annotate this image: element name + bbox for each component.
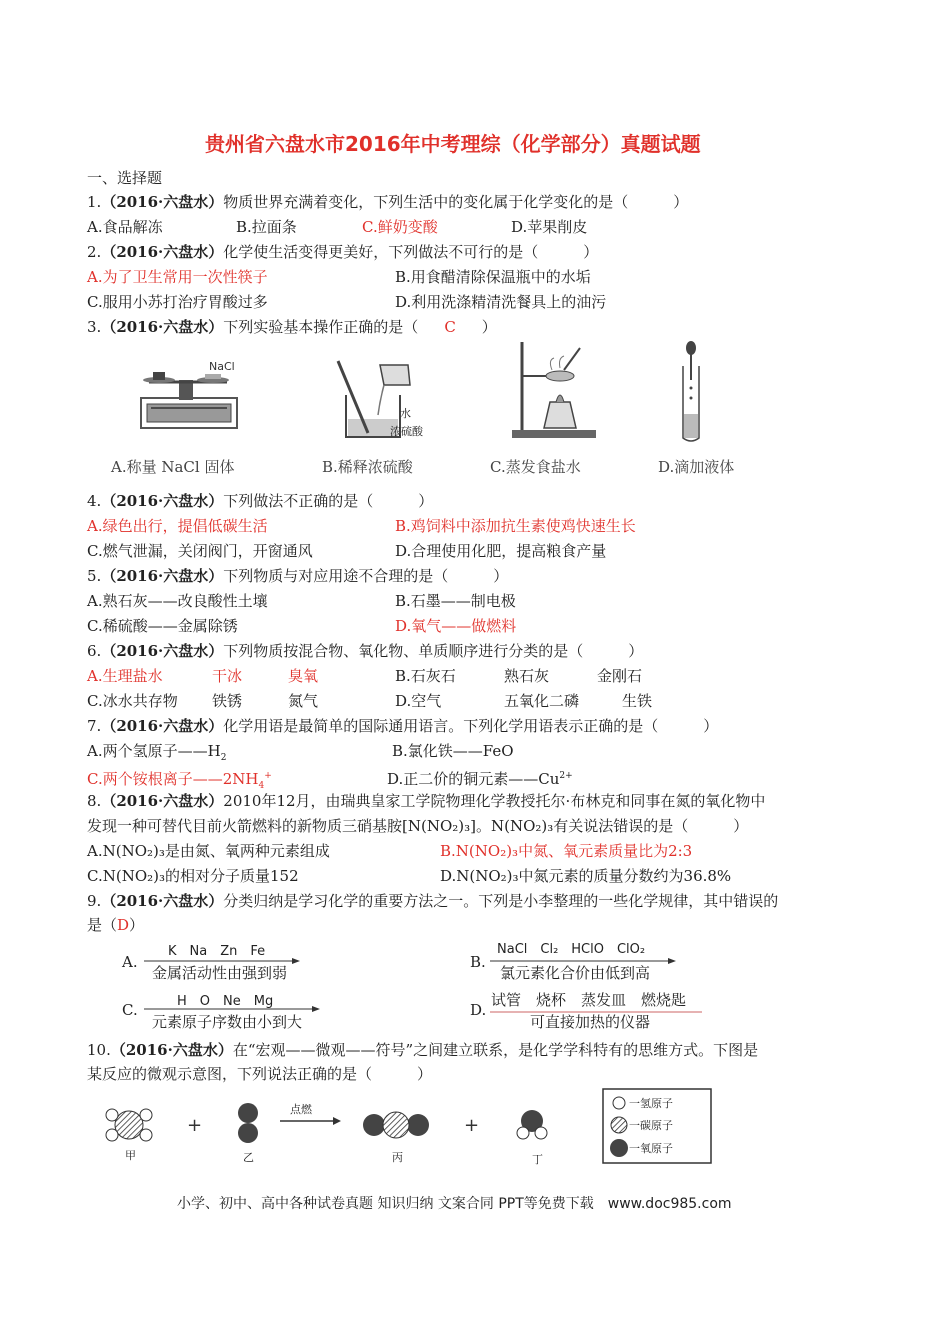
label-bing: 丙 bbox=[392, 1151, 403, 1164]
question-7-stem: 7.（2016·六盘水）化学用语是最简单的国际通用语言。下列化学用语表示正确的是（ ） bbox=[87, 717, 719, 735]
reaction-diagram bbox=[95, 1085, 715, 1167]
q2-option-c: C.服用小苏打治疗胃酸过多 bbox=[87, 293, 268, 311]
q6-option-d2: 五氧化二磷 bbox=[504, 692, 580, 710]
label-yi: 乙 bbox=[243, 1151, 254, 1164]
q4-option-c: C.燃气泄漏，关闭阀门，开窗通风 bbox=[87, 542, 313, 560]
q6-option-b1: B.石灰石 bbox=[395, 667, 456, 685]
ignite-label: 点燃 bbox=[290, 1103, 312, 1116]
footer-note: 小学、初中、高中各种试卷真题 知识归纳 文案合同 PPT等免费下载 www.doc985.com bbox=[177, 1196, 732, 1212]
q9-option-a-label: A. bbox=[122, 953, 138, 971]
balance-illustration bbox=[135, 352, 245, 434]
q6-option-d1: D.空气 bbox=[395, 692, 442, 710]
question-8-stem-line1: 8.（2016·六盘水）2010年12月，由瑞典皇家工学院物理化学教授托尔·布林克和同事在氮的氧化物中 bbox=[87, 792, 766, 810]
question-6-stem: 6.（2016·六盘水）下列物质按混合物、氧化物、单质顺序进行分类的是（ ） bbox=[87, 642, 644, 660]
q7-option-a: A.两个氢原子$——H_2$ bbox=[87, 742, 227, 763]
q9-option-a-bottom: 金属活动性由强到弱 bbox=[152, 964, 288, 982]
q5-option-a: A.熟石灰——改良酸性土壤 bbox=[87, 592, 268, 610]
q9-option-b-label: B. bbox=[470, 953, 486, 971]
question-4-stem: 4.（2016·六盘水）下列做法不正确的是（ ） bbox=[87, 492, 434, 510]
q6-option-c2: 铁锈 bbox=[212, 692, 243, 710]
q9-option-c-top: H O Ne Mg bbox=[177, 994, 274, 1009]
question-5-stem: 5.（2016·六盘水）下列物质与对应用途不合理的是（ ） bbox=[87, 567, 509, 585]
q9-option-c-label: C. bbox=[122, 1001, 138, 1019]
molecule-yi bbox=[238, 1103, 258, 1143]
q7-option-c: C.两个铵根离子$——2NH_4^+$ bbox=[87, 770, 272, 791]
q2-option-a: A.为了卫生常用一次性筷子 bbox=[87, 268, 268, 286]
acid-label: 浓硫酸 bbox=[390, 425, 423, 438]
q6-option-a2: 干冰 bbox=[212, 667, 243, 685]
q9-option-d-top: 试管 烧杯 蒸发皿 燃烧匙 bbox=[491, 991, 687, 1009]
q8-option-a: A.N(NO₂)₃是由氮、氧两种元素组成 bbox=[87, 842, 330, 860]
q3-caption-b: B.稀释浓硫酸 bbox=[322, 458, 413, 476]
question-8-stem-line2: 发现一种可替代目前火箭燃料的新物质三硝基胺[N(NO₂)₃]。N(NO₂)₃有关说法错误的是（ ） bbox=[87, 817, 749, 835]
label-jia: 甲 bbox=[125, 1149, 136, 1162]
q9-option-c-bottom: 元素原子序数由小到大 bbox=[152, 1013, 303, 1031]
q6-option-c3: 氮气 bbox=[288, 692, 319, 710]
question-10-stem-line2: 某反应的微观示意图，下列说法正确的是（ ） bbox=[87, 1065, 433, 1083]
q1-option-b: B.拉面条 bbox=[236, 218, 297, 236]
q1-option-a: A.食品解冻 bbox=[87, 218, 163, 236]
q1-option-d: D.苹果削皮 bbox=[511, 218, 588, 236]
q6-option-a1: A.生理盐水 bbox=[87, 667, 163, 685]
evaporation-illustration bbox=[508, 336, 608, 444]
q9-option-b-top: NaCl Cl₂ HClO ClO₂ bbox=[497, 942, 646, 957]
q6-option-a3: 臭氧 bbox=[288, 667, 319, 685]
q7-option-b: B.氯化铁——FeO bbox=[392, 742, 514, 760]
q4-option-a: A.绿色出行，提倡低碳生活 bbox=[87, 517, 268, 535]
dropper-illustration bbox=[676, 340, 706, 444]
q6-option-b2: 熟石灰 bbox=[504, 667, 550, 685]
question-9-stem-line1: 9.（2016·六盘水）分类归纳是学习化学的重要方法之一。下列是小李整理的一些化学规律，其中错误的 bbox=[87, 892, 779, 910]
q5-option-b: B.石墨——制电极 bbox=[395, 592, 516, 610]
q1-option-c: C.鲜奶变酸 bbox=[362, 218, 438, 236]
q9-option-d-label: D. bbox=[470, 1001, 487, 1019]
q5-option-d: D.氧气——做燃料 bbox=[395, 617, 517, 635]
question-2-stem: 2.（2016·六盘水）化学使生活变得更美好，下列做法不可行的是（ ） bbox=[87, 243, 599, 261]
legend-carbon: 一碳原子 bbox=[629, 1119, 673, 1132]
atom-legend bbox=[603, 1089, 711, 1163]
plus-sign-2: + bbox=[464, 1115, 480, 1136]
q9-option-b-bottom: 氯元素化合价由低到高 bbox=[500, 964, 651, 982]
label-ding: 丁 bbox=[532, 1153, 543, 1166]
molecule-bing bbox=[363, 1112, 429, 1138]
q9-option-d-bottom: 可直接加热的仪器 bbox=[530, 1013, 651, 1031]
q7-option-d: D.正二价的铜元素$——Cu^{2+}$ bbox=[387, 770, 573, 788]
page-title: 贵州省六盘水市2016年中考理综（化学部分）真题试题 bbox=[205, 132, 701, 156]
q3-caption-d: D.滴加液体 bbox=[658, 458, 735, 476]
section-heading: 一、选择题 bbox=[87, 169, 163, 187]
q2-option-b: B.用食醋清除保温瓶中的水垢 bbox=[395, 268, 591, 286]
legend-hydrogen: 一氢原子 bbox=[629, 1097, 673, 1110]
question-3-stem: 3.（2016·六盘水）下列实验基本操作正确的是（ C ） bbox=[87, 318, 497, 336]
q8-option-d: D.N(NO₂)₃中氮元素的质量分数约为36.8% bbox=[440, 867, 732, 885]
q6-option-c1: C.冰水共存物 bbox=[87, 692, 178, 710]
question-1-stem: 1.（2016·六盘水）物质世界充满着变化，下列生活中的变化属于化学变化的是（ ） bbox=[87, 193, 689, 211]
plus-sign-1: + bbox=[187, 1115, 203, 1136]
question-9-stem-line2: 是（D） bbox=[87, 916, 145, 934]
q6-option-d3: 生铁 bbox=[622, 692, 653, 710]
q6-option-b3: 金刚石 bbox=[597, 667, 643, 685]
molecule-ding bbox=[517, 1110, 547, 1139]
dilution-illustration bbox=[328, 355, 438, 445]
q8-option-c: C.N(NO₂)₃的相对分子质量152 bbox=[87, 867, 299, 885]
question-10-stem-line1: 10.（2016·六盘水）在“宏观——微观——符号”之间建立联系，是化学学科特有的思维方式。下图是 bbox=[87, 1041, 759, 1059]
q5-option-c: C.稀硫酸——金属除锈 bbox=[87, 617, 238, 635]
q3-caption-c: C.蒸发食盐水 bbox=[490, 458, 581, 476]
q8-option-b: B.N(NO₂)₃中氮、氧元素质量比为2:3 bbox=[440, 842, 693, 860]
legend-oxygen: 一氧原子 bbox=[629, 1142, 673, 1155]
nacl-label: NaCl bbox=[209, 360, 235, 373]
q4-option-b: B.鸡饲料中添加抗生素使鸡快速生长 bbox=[395, 517, 636, 535]
water-label: 水 bbox=[400, 407, 411, 420]
q9-option-a-top: K Na Zn Fe bbox=[168, 944, 266, 959]
q3-caption-a: A.称量 NaCl 固体 bbox=[111, 458, 235, 476]
molecule-jia bbox=[106, 1109, 152, 1141]
q4-option-d: D.合理使用化肥，提高粮食产量 bbox=[395, 542, 607, 560]
q2-option-d: D.利用洗涤精清洗餐具上的油污 bbox=[395, 293, 607, 311]
